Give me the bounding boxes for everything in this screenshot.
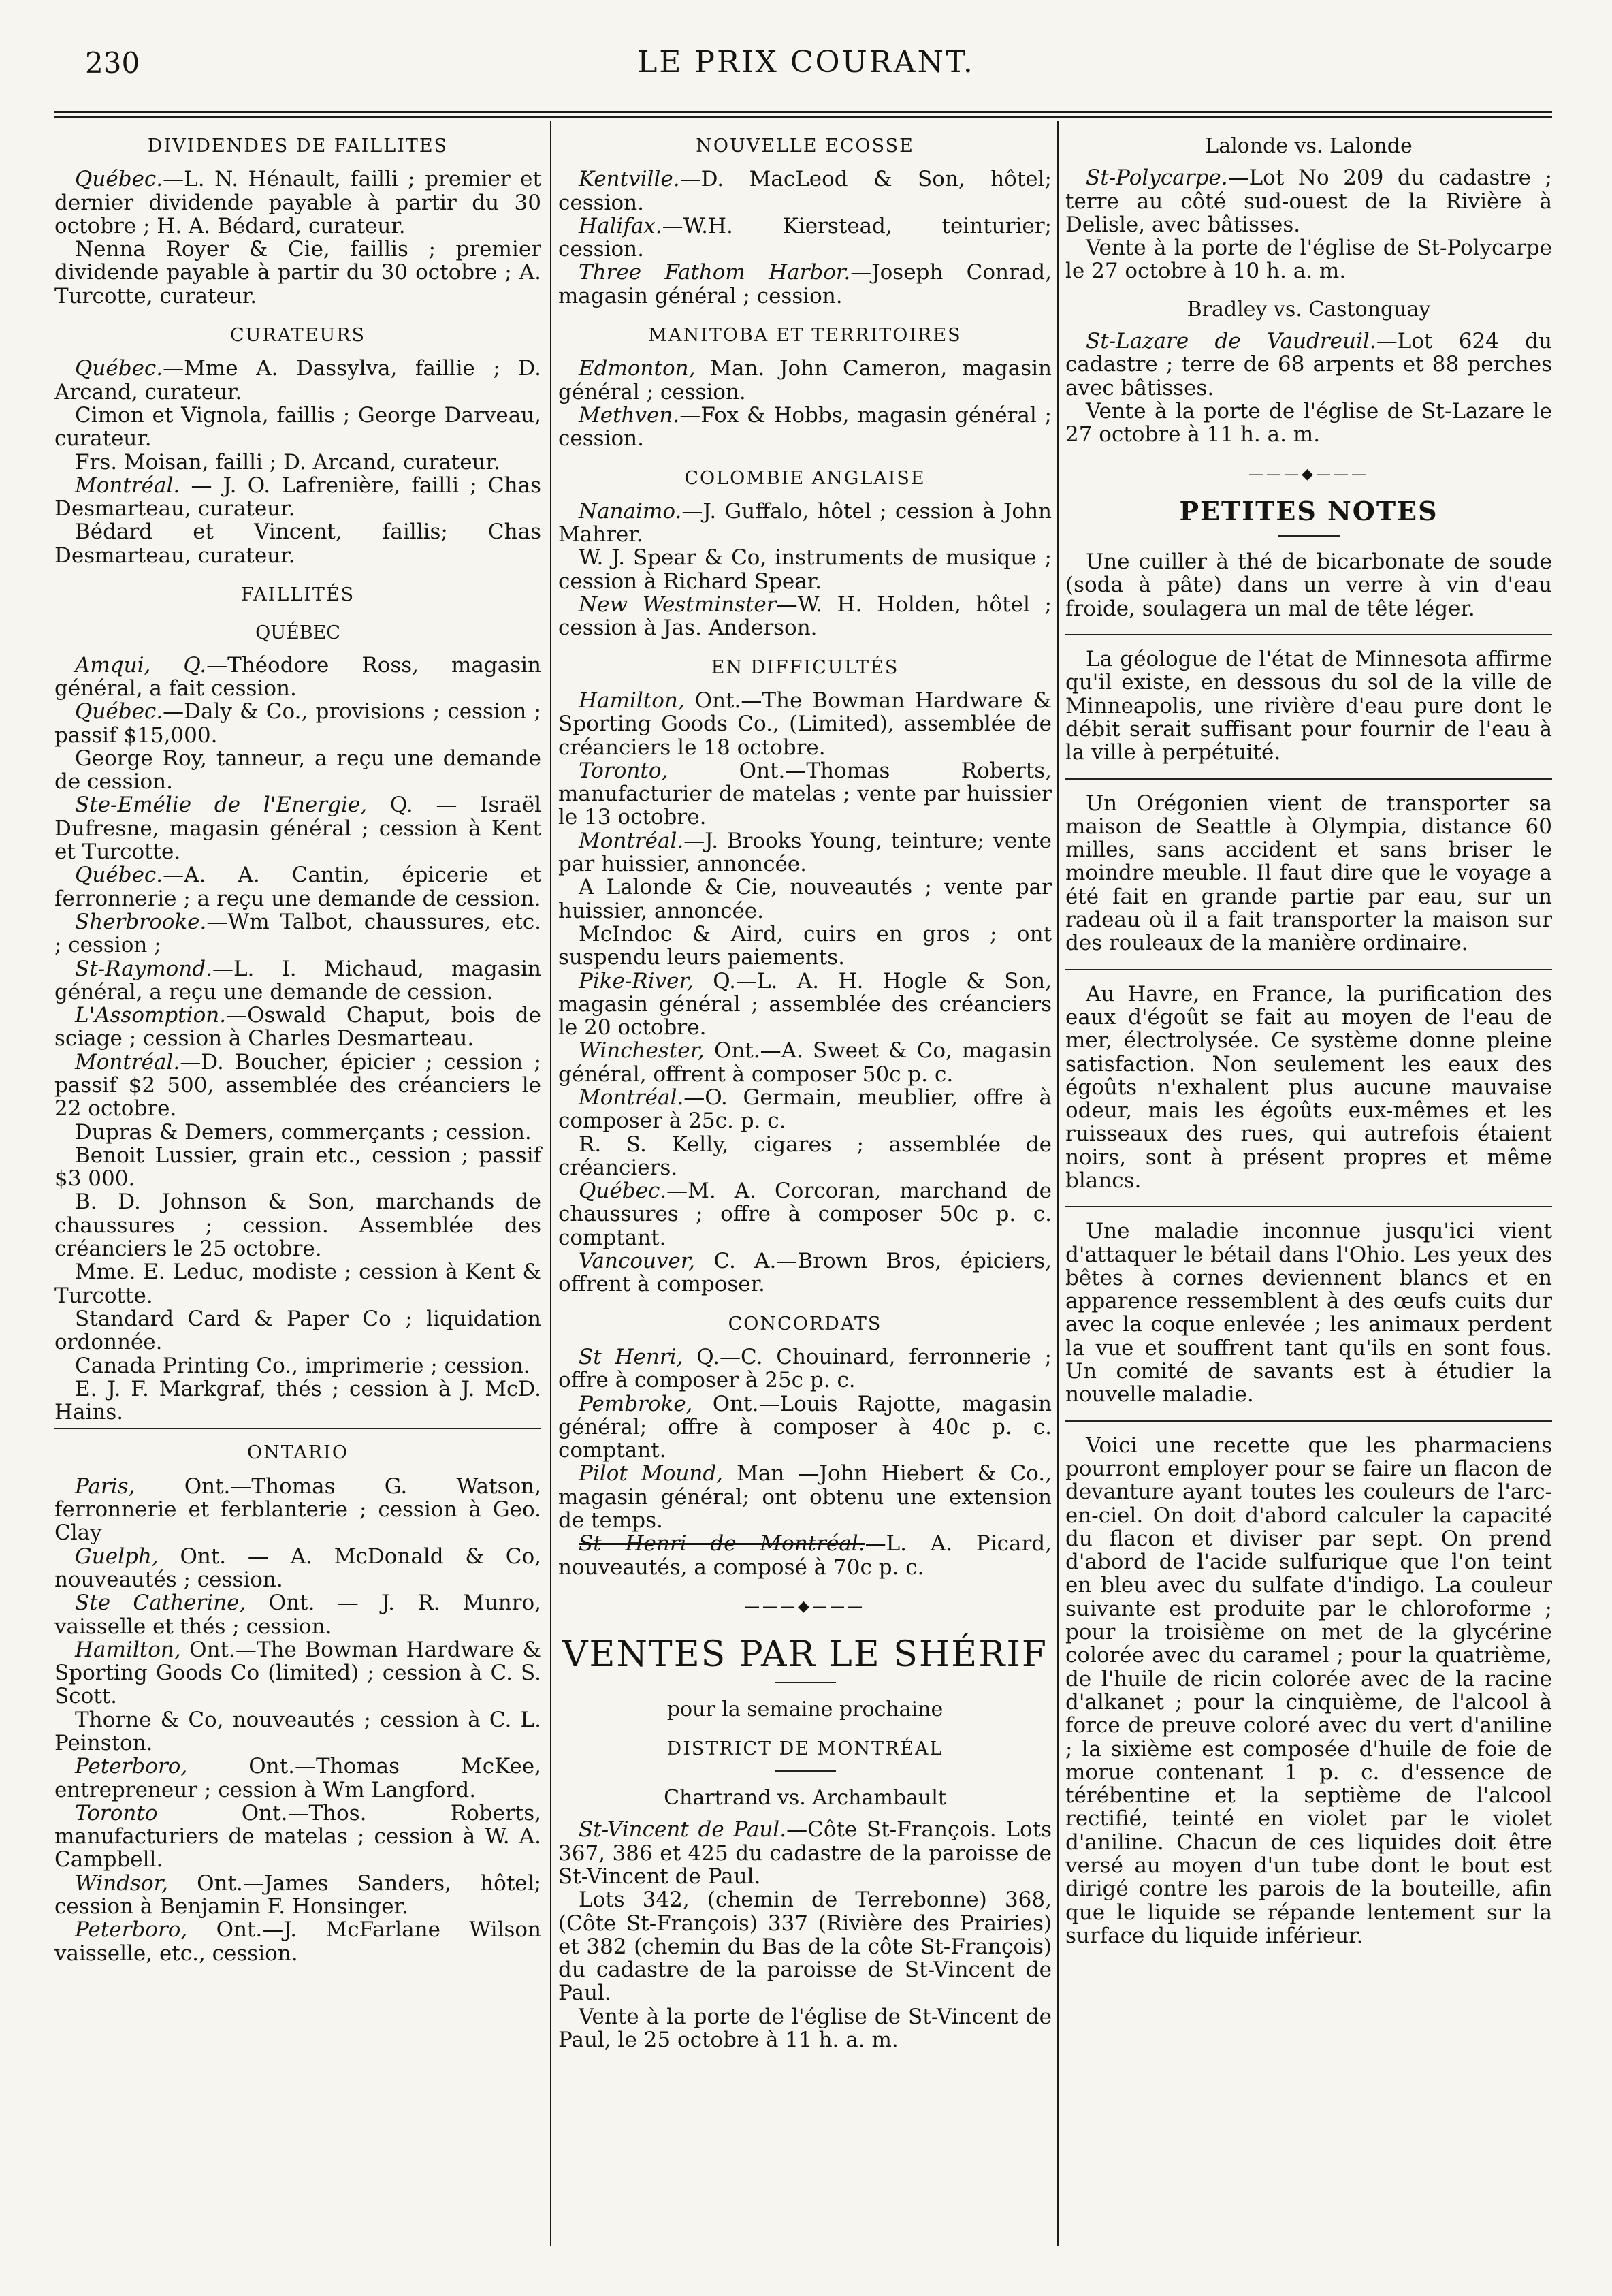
ornament-divider: ———◆———	[1248, 465, 1369, 483]
entry: Nanaimo.—J. Guffalo, hôtel ; cession à John Mahrer.	[558, 498, 1052, 547]
entry: Montréal.—O. Germain, meublier, offre à composer à 25c. p. c.	[558, 1085, 1052, 1134]
section-heading: CONCORDATS	[728, 1313, 882, 1335]
section-heading: COLOMBIE ANGLAISE	[684, 467, 926, 489]
section-rule	[54, 1428, 541, 1429]
page-header	[0, 0, 1612, 102]
column-middle	[558, 135, 1052, 2052]
note-rule	[1065, 778, 1552, 780]
entry: Amqui, Q.—Théodore Ross, magasin général, a fait cession.	[54, 652, 541, 701]
title-rule	[775, 1770, 836, 1772]
entry: Ste Catherine, Ont. — J. R. Munro, vaisselle et thés ; cession.	[54, 1591, 541, 1639]
entry: Mme. E. Leduc, modiste ; cession à Kent & Turcotte.	[54, 1260, 541, 1308]
entry: Standard Card & Paper Co ; liquidation ordonnée.	[54, 1306, 541, 1355]
entry: Frs. Moisan, failli ; D. Arcand, curateur.	[75, 449, 500, 475]
note-paragraph: Un Orégonien vient de transporter sa maison de Seattle à Olympia, distance 60 milles, sans accident et sans briser le moindre meuble. Il faut dire que le voyage a été fait en grande partie par eau, sur un radeau où il a fait transporter la maison sur des rouleaux de la manière ordinaire.	[1065, 791, 1552, 956]
entry: Québec.—A. A. Cantin, épicerie et ferronnerie ; a reçu une demande de cession.	[54, 863, 541, 911]
page-number: 230	[85, 46, 140, 80]
entry: St Henri, Q.—C. Chouinard, ferronnerie ; offre à composer à 25c p. c.	[558, 1344, 1052, 1393]
entry: Canada Printing Co., imprimerie ; cession.	[75, 1353, 530, 1378]
entry: Hamilton, Ont.—The Bowman Hardware & Sporting Goods Co., (Limited), assemblée de créanciers le 18 octobre.	[558, 688, 1052, 760]
section-heading: FAILLITÉS	[240, 584, 355, 606]
note-paragraph: Une cuiller à thé de bicarbonate de soude (soda à pâte) dans un verre à vin d'eau froide, soulagera un mal de tête léger.	[1065, 549, 1552, 621]
entry: Hamilton, Ont.—The Bowman Hardware & Sporting Goods Co (limited) ; cession à C. S. Scott.	[54, 1637, 541, 1709]
section-heading: MANITOBA ET TERRITOIRES	[648, 325, 962, 347]
entry: St-Vincent de Paul.—Côte St-François. Lots 367, 386 et 425 du cadastre de la paroisse de St-Vincent de Paul.	[558, 1817, 1052, 1889]
header-rule-bottom	[54, 116, 1552, 118]
page-title: LE PRIX COURANT.	[637, 45, 975, 80]
entry: Pembroke, Ont.—Louis Rajotte, magasin général; offre à composer à 40c p. c. comptant.	[558, 1391, 1052, 1463]
entry: Vente à la porte de l'église de St-Lazare le 27 octobre à 11 h. a. m.	[1065, 398, 1552, 447]
entry: Methven.—Fox & Hobbs, magasin général ; cession.	[558, 402, 1052, 451]
entry: Vente à la porte de l'église de St-Polycarpe le 27 octobre à 10 h. a. m.	[1065, 236, 1552, 284]
district-heading: DISTRICT DE MONTRÉAL	[666, 1738, 944, 1759]
entry: Benoit Lussier, grain etc., cession ; passif $3 000.	[54, 1143, 541, 1192]
entry: Edmonton, Man. John Cameron, magasin général ; cession.	[558, 356, 1052, 404]
note-paragraph: Au Havre, en France, la purification des eaux d'égoût se fait au moyen de l'eau de mer, électrolysée. Ce système donne pleine satisfaction. Non seulement les eaux des égoûts n'exhalent plus aucune mauvaise odeur, mais les égoûts eux-mêmes et les ruisseaux des rues, qui autrefois étaient noirs, sont à présent propres et même blancs.	[1065, 981, 1552, 1193]
entry: Vente à la porte de l'église de St-Vincent de Paul, le 25 octobre à 11 h. a. m.	[558, 2004, 1052, 2053]
entry: Toronto Ont.—Thos. Roberts, manufacturiers de matelas ; cession à W. A. Campbell.	[54, 1800, 541, 1872]
note-paragraph: La géologue de l'état de Minnesota affirme qu'il existe, en dessous du sol de la ville de Minneapolis, une rivière d'eau pure dont le débit serait suffisant pour fournir de l'eau à la ville à perpétuité.	[1065, 647, 1552, 765]
case-title: Chartrand vs. Archambault	[664, 1786, 946, 1811]
entry: George Roy, tanneur, a reçu une demande de cession.	[54, 746, 541, 795]
title-rule	[1278, 535, 1340, 537]
column-right	[1065, 135, 1552, 1947]
entry: Kentville.—D. MacLeod & Son, hôtel; cession.	[558, 167, 1052, 215]
entry: Winchester, Ont.—A. Sweet & Co, magasin général, offrent à composer 50c p. c.	[558, 1038, 1052, 1087]
entry: Toronto, Ont.—Thomas Roberts, manufacturier de matelas ; vente par huissier le 13 octobre.	[558, 758, 1052, 830]
entry: Vancouver, C. A.—Brown Bros, épiciers, offrent à composer.	[558, 1249, 1052, 1297]
entry: A Lalonde & Cie, nouveautés ; vente par huissier, annoncée.	[558, 875, 1052, 923]
note-rule	[1065, 1206, 1552, 1207]
note-rule	[1065, 1420, 1552, 1422]
entry: Pilot Mound, Man —John Hiebert & Co., magasin général; ont obtenu une extension de temps.	[558, 1461, 1052, 1533]
ventes-subtitle: pour la semaine prochaine	[666, 1697, 944, 1721]
entry: R. S. Kelly, cigares ; assemblée de créanciers.	[558, 1132, 1052, 1180]
entry: Halifax.—W.H. Kierstead, teinturier; cession.	[558, 213, 1052, 262]
note-paragraph: Une maladie inconnue jusqu'ici vient d'attaquer le bétail dans l'Ohio. Les yeux des bêtes à cornes deviennent blancs et en apparence ressemblent à des œufs cuits dur avec la coque enlevée ; les animaux perdent la vue et souffrent tant qu'ils en sont fous. Un comité de savants est à étudier la nouvelle maladie.	[1065, 1219, 1552, 1407]
ventes-title: VENTES PAR LE SHÉRIF	[562, 1634, 1048, 1676]
entry: Peterboro, Ont.—J. McFarlane Wilson vaisselle, etc., cession.	[54, 1917, 541, 1966]
entry: Windsor, Ont.—James Sanders, hôtel; cession à Benjamin F. Honsinger.	[54, 1870, 541, 1919]
title-rule	[775, 1682, 836, 1683]
note-paragraph: Voici une recette que les pharmaciens pourront employer pour se faire un flacon de devanture ayant toutes les couleurs de l'arc-en-ciel. On doit d'abord calculer la capacité du flacon et diviser par sept. On prend d'abord de l'acide sulfurique que l'on teint en bleu avec du sulfate d'indigo. La couleur suivante est produite par le chloroforme ; pour la troisième on met de la glycérine colorée avec du caramel ; pour la quatrième, de l'huile de ricin colorée avec de la racine d'alkanet ; pour la cinquième, de l'alcool à force de preuve coloré avec du vert d'aniline ; la sixième est composée d'huile de foie de morue contenant 1 p. c. d'essence de térébentine et la septième de l'alcool rectifié, teinté en violet par le violet d'aniline. Chacun de ces liquides doit être versé au moyen d'un tube dont le bout est dirigé contre les parois de la bouteille, afin que le liquide se répande lentement sur la surface du liquide inférieur.	[1065, 1433, 1552, 1948]
section-heading: EN DIFFICULTÉS	[711, 656, 899, 678]
entry: St-Lazare de Vaudreuil.—Lot 624 du cadastre ; terre de 68 arpents et 88 perches avec bâtisses.	[1065, 329, 1552, 400]
entry: Montréal.—J. Brooks Young, teinture; vente par huissier, annoncée.	[558, 828, 1052, 877]
entry: Québec.—Mme A. Dassylva, faillie ; D. Arcand, curateur.	[54, 356, 541, 404]
section-heading: DIVIDENDES DE FAILLITES	[147, 135, 449, 157]
entry: New Westminster—W. H. Holden, hôtel ; cession à Jas. Anderson.	[558, 592, 1052, 641]
ornament-divider: ———◆———	[745, 1597, 865, 1615]
entry: St Henri de Montréal.—L. A. Picard, nouveautés, a composé à 70c p. c.	[558, 1531, 1052, 1580]
entry: Thorne & Co, nouveautés ; cession à C. L. Peinston.	[54, 1707, 541, 1755]
entry: Pike-River, Q.—L. A. H. Hogle & Son, magasin général ; assemblée des créanciers le 20 octobre.	[558, 968, 1052, 1040]
petites-notes-title: PETITES NOTES	[1179, 495, 1438, 526]
entry: Cimon et Vignola, faillis ; George Darveau, curateur.	[54, 402, 541, 451]
entry: Guelph, Ont. — A. McDonald & Co, nouveautés ; cession.	[54, 1544, 541, 1592]
entry: Québec.—L. N. Hénault, failli ; premier et dernier dividende payable à partir du 30 octobre ; H. A. Bédard, curateur.	[54, 167, 541, 238]
entry: B. D. Johnson & Son, marchands de chaussures ; cession. Assemblée des créanciers le 25 octobre.	[54, 1190, 541, 1262]
entry: Nenna Royer & Cie, faillis ; premier dividende payable à partir du 30 octobre ; A. Turcotte, curateur.	[54, 237, 541, 308]
section-heading: ONTARIO	[247, 1442, 349, 1464]
entry: McIndoc & Aird, cuirs en gros ; ont suspendu leurs paiements.	[558, 921, 1052, 970]
entry: Bédard et Vincent, faillis; Chas Desmarteau, curateur.	[54, 520, 541, 568]
case-title: Bradley vs. Castonguay	[1187, 297, 1431, 321]
entry: Dupras & Demers, commerçants ; cession.	[75, 1119, 532, 1145]
entry: E. J. F. Markgraf, thés ; cession à J. McD. Hains.	[54, 1376, 541, 1425]
note-rule	[1065, 634, 1552, 635]
entry: Québec.—Daly & Co., provisions ; cession ; passif $15,000.	[54, 699, 541, 748]
column-left	[54, 135, 541, 1965]
section-heading: NOUVELLE ECOSSE	[696, 135, 914, 157]
entry: Peterboro, Ont.—Thomas McKee, entrepreneur ; cession à Wm Langford.	[54, 1754, 541, 1802]
entry: Three Fathom Harbor.—Joseph Conrad, magasin général ; cession.	[558, 260, 1052, 308]
entry: W. J. Spear & Co, instruments de musique ; cession à Richard Spear.	[558, 545, 1052, 594]
entry: Québec.—M. A. Corcoran, marchand de chaussures ; offre à composer 50c p. c. comptant.	[558, 1179, 1052, 1250]
entry: Lots 342, (chemin de Terrebonne) 368, (Côte St-François) 337 (Rivière des Prairies) et 382 (chemin du Bas de la côte St-François) du cadastre de la paroisse de St-Vincent de Paul.	[558, 1887, 1052, 2006]
entry: Paris, Ont.—Thomas G. Watson, ferronnerie et ferblanterie ; cession à Geo. Clay	[54, 1473, 541, 1546]
case-title: Lalonde vs. Lalonde	[1205, 134, 1413, 158]
column-divider-right	[1057, 121, 1059, 2246]
entry: Montréal. — J. O. Lafrenière, failli ; Chas Desmarteau, curateur.	[54, 473, 541, 522]
entry: Montréal.—D. Boucher, épicier ; cession ; passif $2 500, assemblée des créanciers le 22 octobre.	[54, 1049, 541, 1121]
entry: St-Polycarpe.—Lot No 209 du cadastre ; terre au côté sud-ouest de la Rivière à Delisle, avec bâtisses.	[1065, 165, 1552, 237]
entry: L'Assomption.—Oswald Chaput, bois de sciage ; cession à Charles Desmarteau.	[54, 1003, 541, 1051]
note-rule	[1065, 969, 1552, 970]
subsection-heading: QUÉBEC	[255, 622, 340, 644]
entry: Sherbrooke.—Wm Talbot, chaussures, etc. ; cession ;	[54, 909, 541, 958]
column-divider-left	[550, 121, 551, 2246]
section-heading: CURATEURS	[229, 325, 366, 347]
entry: St-Raymond.—L. I. Michaud, magasin général, a reçu une demande de cession.	[54, 956, 541, 1004]
header-rule-top	[54, 111, 1552, 113]
entry: Ste-Emélie de l'Energie, Q. — Israël Dufresne, magasin général ; cession à Kent et Turcotte.	[54, 793, 541, 865]
